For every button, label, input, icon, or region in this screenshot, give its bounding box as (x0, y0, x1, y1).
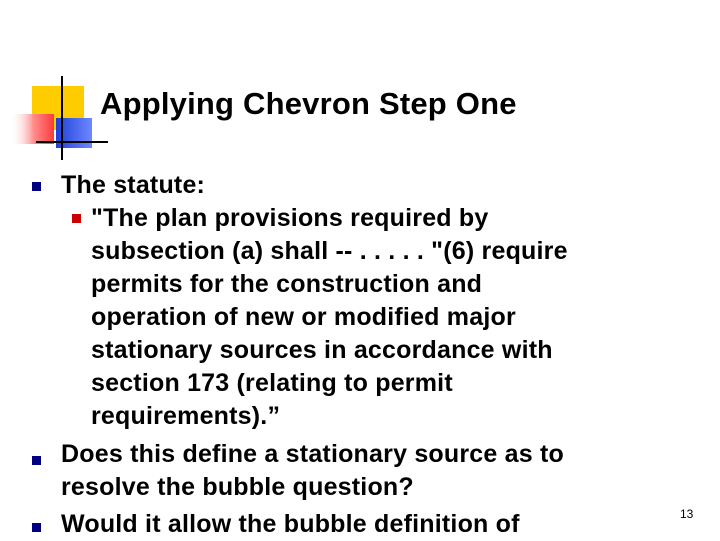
sub-bullet-quote-line-6: section 173 (relating to permit (91, 369, 453, 397)
bullet-marker (32, 523, 41, 532)
bullet-text-bubble-definition: Would it allow the bubble definition of (61, 510, 520, 538)
bullet-marker (32, 182, 41, 191)
logo-red-bar (10, 114, 54, 144)
sub-bullet-quote-line-2: subsection (a) shall -- . . . . . "(6) require (91, 237, 568, 265)
sub-bullet-quote-line-4: operation of new or modified major (91, 303, 516, 331)
bullet-marker (32, 456, 41, 465)
sub-bullet-quote-line-1: "The plan provisions required by (91, 204, 489, 232)
sub-bullet-marker (72, 214, 81, 223)
sub-bullet-quote-line-3: permits for the construction and (91, 270, 483, 298)
slide-logo (0, 0, 110, 170)
bullet-text-question-line-2: resolve the bubble question? (61, 473, 414, 501)
slide-title: Applying Chevron Step One (100, 86, 517, 121)
sub-bullet-quote-line-5: stationary sources in accordance with (91, 336, 553, 364)
sub-bullet-quote-line-7: requirements).” (91, 402, 281, 430)
bullet-text-question-line-1: Does this define a stationary source as to (61, 440, 564, 468)
page-number: 13 (680, 507, 694, 521)
bullet-text-statute: The statute: (61, 171, 206, 199)
